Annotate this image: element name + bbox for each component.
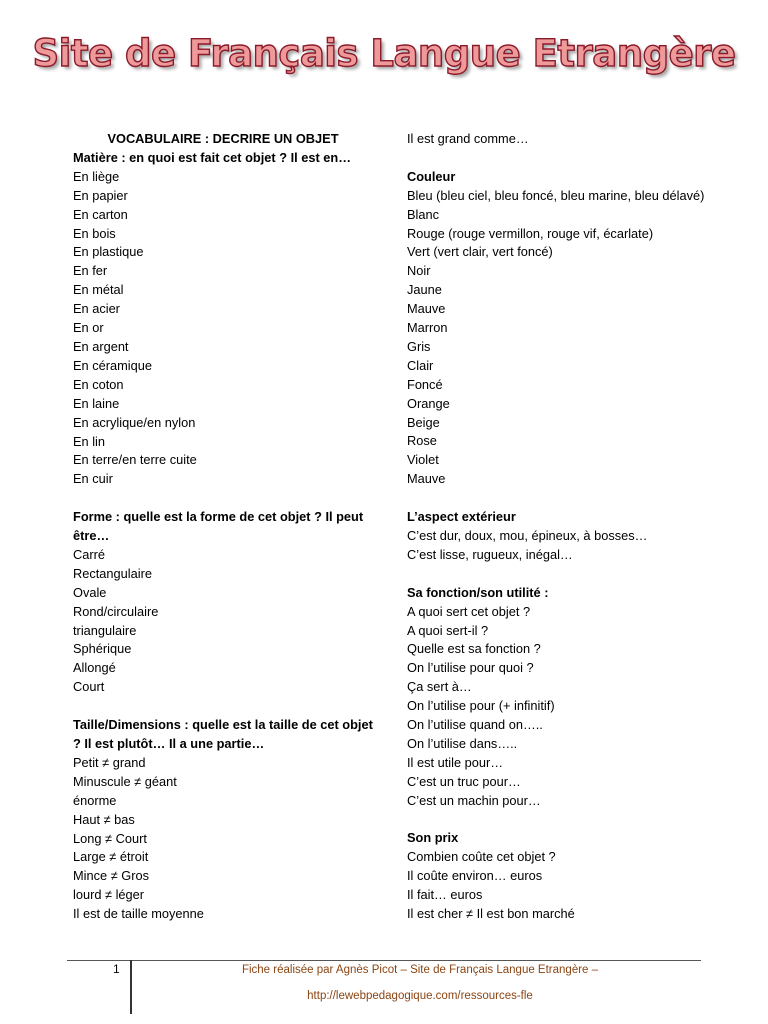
vocab-item: Il est utile pour… — [407, 754, 504, 770]
vocab-item: Marron — [407, 320, 448, 336]
vocab-item: En liège — [73, 168, 120, 184]
vocab-item: En coton — [73, 376, 124, 392]
vocab-item: En céramique — [73, 357, 152, 373]
vocab-item: En plastique — [73, 244, 144, 260]
vocab-item: En acier — [73, 301, 120, 317]
vocab-item: En bois — [73, 225, 116, 241]
vocab-item: On l’utilise pour (+ infinitif) — [407, 698, 555, 714]
blank-line — [407, 489, 707, 508]
footer-vertical-divider — [130, 960, 132, 1014]
section-heading: Forme : quelle est la forme de cet objet ? Il peut être… — [73, 509, 364, 544]
vocab-item: Il fait… euros — [407, 887, 483, 903]
vocab-item: En carton — [73, 206, 128, 222]
vocab-item: Ça sert à… — [407, 679, 472, 695]
section-heading: Sa fonction/son utilité : — [407, 584, 549, 600]
vocab-item: Blanc — [407, 206, 440, 222]
vocab-item: Quelle est sa fonction ? — [407, 641, 541, 657]
page-number: 1 — [113, 962, 120, 976]
vocab-item: Mauve — [407, 471, 446, 487]
right-column — [407, 130, 707, 924]
section-heading: Taille/Dimensions : quelle est la taille de cet objet ? Il est plutôt… Il a une partie… — [73, 717, 373, 751]
vocab-item: Il est de taille moyenne — [73, 906, 204, 922]
vocab-item: On l’utilise pour quoi ? — [407, 660, 534, 676]
left-column — [73, 130, 373, 924]
vocab-item: Rose — [407, 433, 437, 449]
vocab-item: Ovale — [73, 584, 107, 600]
vocab-item: Carré — [73, 546, 105, 562]
vocab-item: Haut ≠ bas — [73, 811, 135, 827]
vocab-item: On l’utilise quand on….. — [407, 717, 543, 733]
vocab-item: Rectangulaire — [73, 565, 152, 581]
section-heading: Son prix — [407, 830, 459, 846]
blank-line — [73, 489, 373, 508]
vocab-item: C’est lisse, rugueux, inégal… — [407, 546, 573, 562]
vocab-item: On l’utilise dans….. — [407, 735, 518, 751]
blank-line — [73, 697, 373, 716]
vocab-item: En cuir — [73, 471, 113, 487]
vocab-item: En lin — [73, 433, 106, 449]
vocab-item: En or — [73, 320, 104, 336]
vocab-item: Mince ≠ Gros — [73, 868, 150, 884]
vocab-item: Large ≠ étroit — [73, 849, 149, 865]
section-heading: Couleur — [407, 168, 456, 184]
vocab-item: Long ≠ Court — [73, 830, 147, 846]
vocab-item: Combien coûte cet objet ? — [407, 849, 556, 865]
vocab-item: Il coûte environ… euros — [407, 868, 543, 884]
vocab-item: Rouge (rouge vermillon, rouge vif, écarlate) — [407, 225, 654, 241]
vocab-item: Foncé — [407, 376, 443, 392]
blank-line — [407, 149, 707, 168]
vocab-item: énorme — [73, 792, 117, 808]
section-heading: VOCABULAIRE : DECRIRE UN OBJET — [107, 131, 339, 146]
section-heading: L’aspect extérieur — [407, 509, 516, 525]
vocab-item: Vert (vert clair, vert foncé) — [407, 244, 553, 260]
vocab-item: Bleu (bleu ciel, bleu foncé, bleu marine, bleu délavé) — [407, 187, 705, 203]
vocab-item: Sphérique — [73, 641, 132, 657]
vocab-item: A quoi sert-il ? — [407, 622, 489, 638]
vocab-item: En acrylique/en nylon — [73, 414, 196, 430]
vocab-item: Orange — [407, 395, 450, 411]
vocab-item: En terre/en terre cuite — [73, 452, 197, 468]
vocab-item: Noir — [407, 263, 431, 279]
footer-url-link[interactable]: http://lewebpedagogique.com/ressources-fle — [307, 990, 533, 1002]
vocab-item: Mauve — [407, 301, 446, 317]
vocab-item: Allongé — [73, 660, 116, 676]
vocab-item: Clair — [407, 357, 434, 373]
vocab-item: En papier — [73, 187, 128, 203]
footer-credit: Fiche réalisée par Agnès Picot – Site de Français Langue Etrangère – — [241, 964, 599, 976]
vocab-item: Rond/circulaire — [73, 603, 159, 619]
site-banner-title: Site de Français Langue Etrangère — [32, 32, 736, 75]
vocab-item: Il est cher ≠ Il est bon marché — [407, 906, 575, 922]
blank-line — [407, 565, 707, 584]
vocab-item: Il est grand comme… — [407, 131, 529, 146]
vocab-item: Minuscule ≠ géant — [73, 773, 177, 789]
section-heading: Matière : en quoi est fait cet objet ? Il est en… — [73, 149, 352, 165]
vocab-item: triangulaire — [73, 622, 137, 638]
vocab-item: En métal — [73, 282, 124, 298]
vocab-item: Jaune — [407, 282, 442, 298]
vocab-item: Petit ≠ grand — [73, 754, 146, 770]
vocab-item: A quoi sert cet objet ? — [407, 603, 531, 619]
vocab-item: Gris — [407, 338, 431, 354]
footer-divider — [67, 960, 701, 961]
blank-line — [407, 811, 707, 830]
vocab-item: Court — [73, 679, 105, 695]
vocab-item: En fer — [73, 263, 108, 279]
vocab-item: En laine — [73, 395, 120, 411]
vocab-item: C’est dur, doux, mou, épineux, à bosses… — [407, 528, 648, 543]
vocab-item: En argent — [73, 338, 129, 354]
vocab-item: Beige — [407, 414, 440, 430]
vocab-item: C’est un machin pour… — [407, 792, 541, 808]
vocab-item: lourd ≠ léger — [73, 887, 145, 903]
vocab-item: Violet — [407, 452, 439, 468]
vocab-item: C’est un truc pour… — [407, 773, 521, 789]
